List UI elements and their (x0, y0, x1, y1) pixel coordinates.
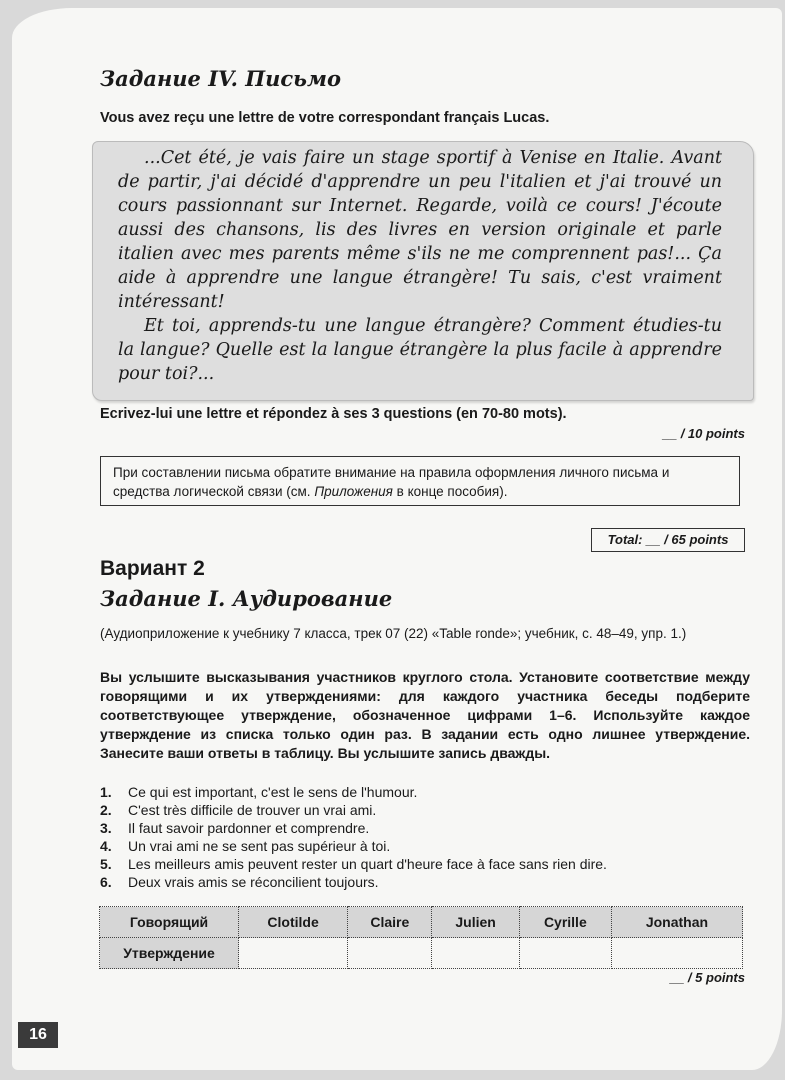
task1-instructions: Вы услышите высказывания участников круглого стола. Установите соответствие между говорящими и их утверждениями: для каждого участника беседы подберите соответствующее утверждение, обозначенное цифрами 1–6. Используйте каждое утверждение из списка только один раз. В задании есть одно лишнее утверждение. Занесите ваши ответы в таблицу. Вы услышите запись дважды. (100, 669, 750, 761)
note-text-before: При составлении письма обратите внимание на правила оформления личного письма и средства логической связи (см. (113, 465, 670, 499)
header-speaker: Julien (432, 907, 519, 938)
answer-cell[interactable] (348, 938, 432, 969)
list-item: 4. Un vrai ami ne se sent pas supérieur à toi. (100, 838, 391, 854)
answer-cell[interactable] (239, 938, 348, 969)
header-speaker-label: Говорящий (100, 907, 239, 938)
task4-points: __ / 10 points (662, 426, 745, 441)
note-box (100, 456, 740, 506)
letter-paragraph-1: ...Cet été, je vais faire un stage sportif à Venise en Italie. Avant de partir, j'ai décidé d'apprendre un peu l'italien et j'ai trouvé un cours passionnant sur Internet. Regarde, voilà ce cours! J'écoute aussi des chansons, lis des livres en version originale et parle italien avec mes parents même s'ils ne me comprennent pas!... Ça aide à apprendre une langue étrangère! Tu sais, c'est vraiment intéressant! (118, 148, 722, 312)
total-box: Total: __ / 65 points (591, 528, 745, 552)
header-speaker: Cyrille (519, 907, 611, 938)
letter-paragraph-2: Et toi, apprends-tu une langue étrangère? Comment étudies-tu la langue? Quelle est la langue étrangère la plus facile à apprendre pour toi?... (118, 316, 722, 384)
task4-title: Задание IV. Письмо (100, 66, 341, 91)
answer-cell[interactable] (519, 938, 611, 969)
answers-table (99, 906, 743, 969)
table-row (100, 938, 743, 969)
task1-source: (Аудиоприложение к учебнику 7 класса, трек 07 (22) «Table ronde»; учебник, с. 48–49, упр. 1.) (100, 626, 687, 641)
page-number: 16 (18, 1022, 58, 1048)
list-item: 1. Ce qui est important, c'est le sens de l'humour. (100, 784, 418, 800)
note-text-italic: Приложения (314, 484, 393, 499)
task4-intro: Vous avez reçu une lettre de votre correspondant français Lucas. (100, 110, 550, 126)
task4-task-text: Ecrivez-lui une lettre et répondez à ses 3 questions (en 70-80 mots). (100, 406, 567, 422)
statements-list (100, 783, 750, 891)
variant-title: Вариант 2 (100, 557, 205, 580)
list-item: 3. Il faut savoir pardonner et comprendre. (100, 820, 370, 836)
header-speaker: Claire (348, 907, 432, 938)
letter-text (118, 146, 722, 386)
header-speaker: Clotilde (239, 907, 348, 938)
row-label-statement: Утверждение (100, 938, 239, 969)
list-item: 2. C'est très difficile de trouver un vrai ami. (100, 802, 377, 818)
note-text-after: в конце пособия). (392, 484, 508, 499)
list-item: 6. Deux vrais amis se réconcilient toujours. (100, 874, 379, 890)
list-item: 5. Les meilleurs amis peuvent rester un quart d'heure face à face sans rien dire. (100, 856, 607, 872)
answer-cell[interactable] (432, 938, 519, 969)
task1-title: Задание I. Аудирование (100, 586, 393, 611)
header-speaker: Jonathan (611, 907, 742, 938)
task1-points: __ / 5 points (669, 970, 745, 985)
answer-cell[interactable] (611, 938, 742, 969)
table-header-row (100, 907, 743, 938)
